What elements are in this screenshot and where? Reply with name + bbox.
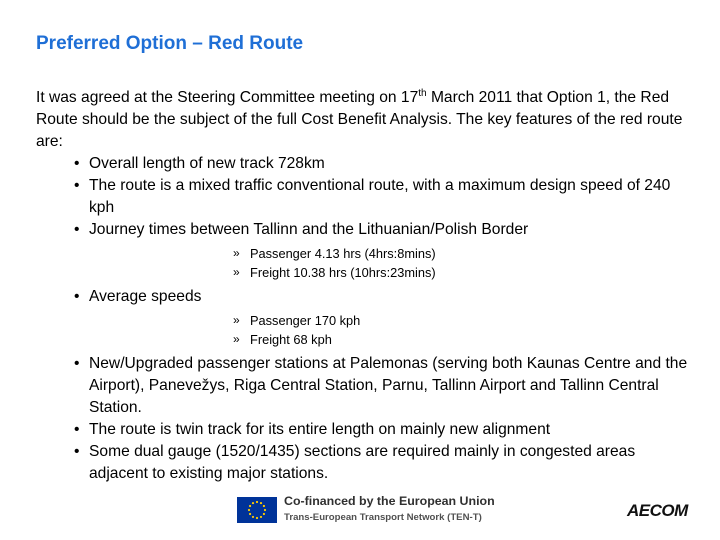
- eu-star: [248, 509, 250, 511]
- bullet-symbol: •: [74, 177, 80, 194]
- bullet-symbol: •: [74, 155, 80, 172]
- bullet-text: New/Upgraded passenger stations at Palemonas (serving both Kaunas Centre and the Airport), Panevežys, Riga Central Station, Parnu, Tallinn Airport and Tallinn Central Station.: [89, 355, 688, 416]
- bullet-text: Overall length of new track 728km: [89, 155, 325, 172]
- sub-bullet-item: [89, 263, 696, 282]
- bullet-text: Journey times between Tallinn and the Lithuanian/Polish Border: [89, 221, 529, 238]
- eu-star: [252, 502, 254, 504]
- eu-star: [256, 501, 258, 503]
- sub-bullet-symbol: »: [233, 313, 240, 327]
- bullet-symbol: •: [74, 288, 80, 305]
- bullet-item: [36, 153, 696, 175]
- intro-paragraph: [36, 87, 696, 153]
- bullet-item: [36, 353, 696, 419]
- slide-body: [36, 87, 696, 485]
- sub-bullet-text: Freight 10.38 hrs (10hrs:23mins): [250, 265, 436, 280]
- eu-star: [249, 505, 251, 507]
- sub-bullet-item: [89, 244, 696, 263]
- sub-bullet-list: [89, 311, 696, 349]
- eu-star: [260, 502, 262, 504]
- bullet-item: [36, 419, 696, 441]
- ten-t-text: Trans-European Transport Network (TEN-T): [284, 512, 482, 523]
- sub-bullet-text: Freight 68 kph: [250, 332, 332, 347]
- bullet-symbol: •: [74, 355, 80, 372]
- sub-bullet-item: [89, 330, 696, 349]
- bullet-item: [36, 219, 696, 282]
- bullet-symbol: •: [74, 443, 80, 460]
- bullet-text: The route is a mixed traffic conventional route, with a maximum design speed of 240 kph: [89, 177, 671, 216]
- eu-star: [263, 505, 265, 507]
- footer: [0, 488, 720, 528]
- bullet-item: [36, 441, 696, 485]
- intro-superscript: th: [418, 87, 427, 99]
- sub-bullet-list: [89, 244, 696, 282]
- sub-bullet-item: [89, 311, 696, 330]
- slide-title: Preferred Option – Red Route: [36, 33, 304, 54]
- sub-bullet-text: Passenger 170 kph: [250, 313, 361, 328]
- bullet-text: Some dual gauge (1520/1435) sections are required mainly in congested areas adjacent to existing major stations.: [89, 443, 636, 482]
- cofinance-text: Co-financed by the European Union: [284, 494, 495, 508]
- aecom-logo: AECOM: [627, 501, 688, 520]
- sub-bullet-symbol: »: [233, 332, 240, 346]
- eu-star: [264, 509, 266, 511]
- bullet-item: [36, 175, 696, 219]
- sub-bullet-symbol: »: [233, 246, 240, 260]
- eu-star: [256, 517, 258, 519]
- bullet-symbol: •: [74, 421, 80, 438]
- sub-bullet-text: Passenger 4.13 hrs (4hrs:8mins): [250, 246, 436, 261]
- bullet-text: Average speeds: [89, 288, 202, 305]
- sub-bullet-symbol: »: [233, 265, 240, 279]
- eu-star: [263, 513, 265, 515]
- bullet-text: The route is twin track for its entire length on mainly new alignment: [89, 421, 551, 438]
- eu-star: [260, 516, 262, 518]
- intro-text-end: March 2011 that Option 1, the Red Route should be the subject of the full Cost Benefit Analysis. The key features of the red route are:: [36, 89, 683, 150]
- bullet-item: [36, 286, 696, 349]
- eu-flag-icon: [237, 497, 277, 523]
- bullet-list: [36, 153, 696, 485]
- eu-star: [252, 516, 254, 518]
- bullet-symbol: •: [74, 221, 80, 238]
- intro-text-start: It was agreed at the Steering Committee meeting on 17: [36, 89, 419, 106]
- eu-star: [249, 513, 251, 515]
